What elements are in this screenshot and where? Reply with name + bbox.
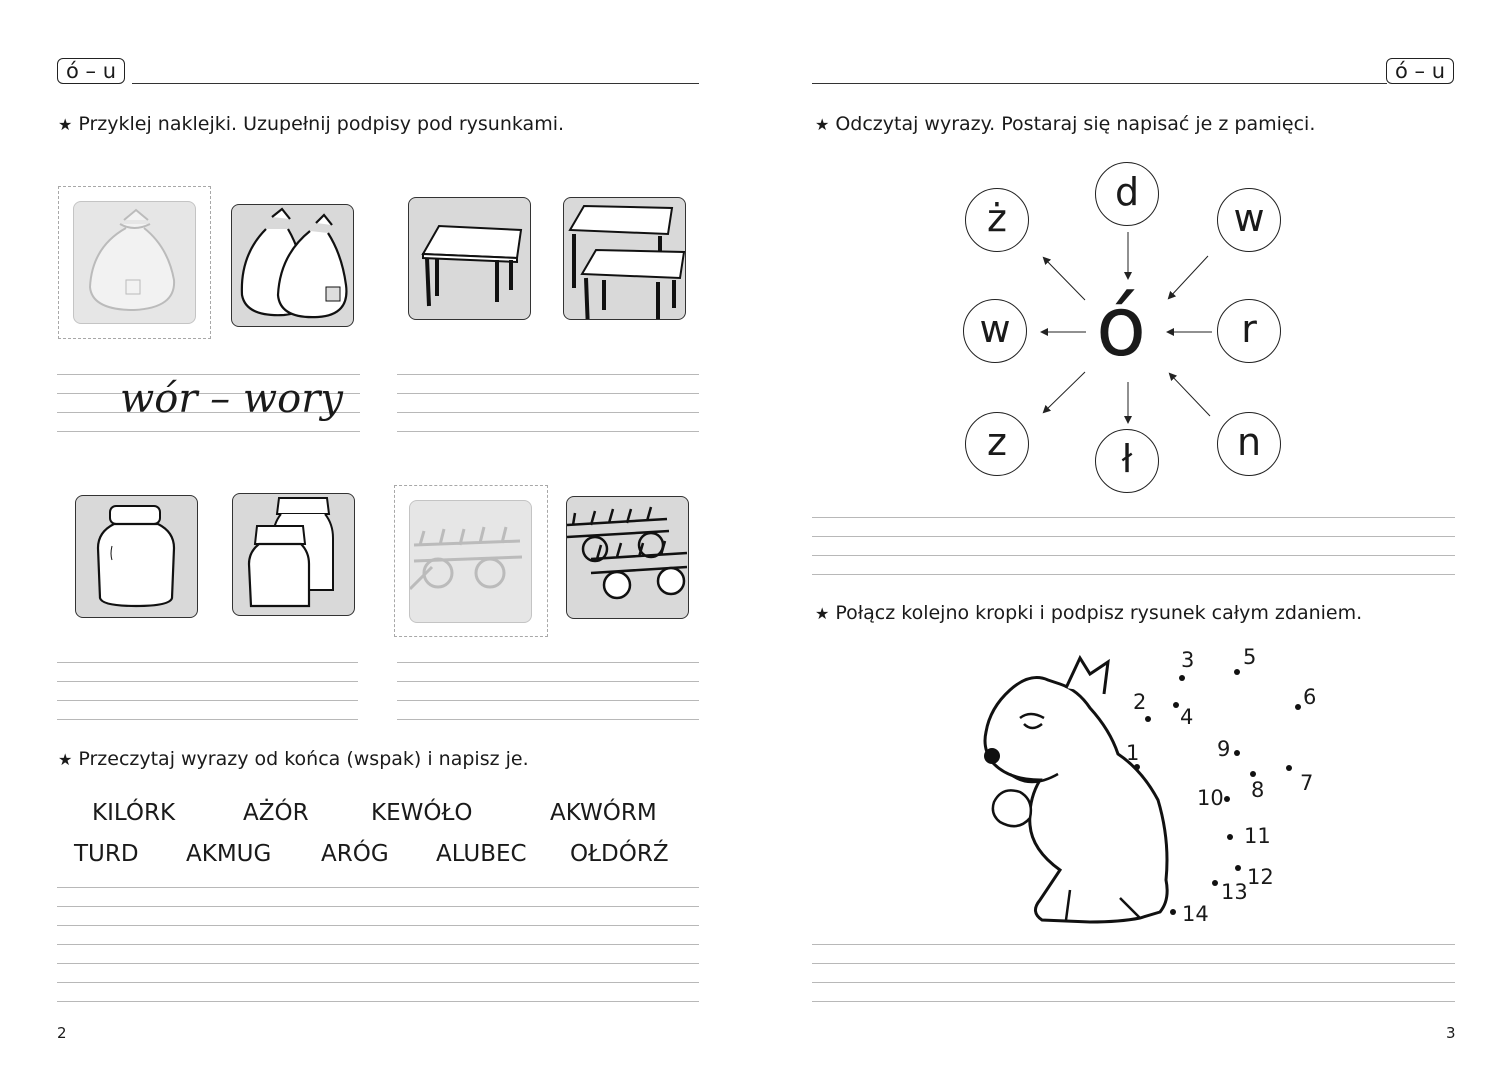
section-tag-left: ó – u [57,58,125,84]
writing-line[interactable] [397,719,699,720]
star-icon: ★ [58,115,73,134]
reversed-word: ARÓG [321,841,389,867]
page-number-right: 3 [1446,1024,1456,1042]
dot-number: 8 [1251,778,1265,802]
example-caption: wór – wory [120,376,343,422]
writing-line[interactable] [397,681,699,682]
writing-line[interactable] [57,700,358,701]
sacks-icon [232,205,353,326]
dot-number: 9 [1217,737,1231,761]
page-number-left: 2 [57,1024,67,1042]
reversed-word: KEWÓŁO [371,800,473,826]
jars-picture [232,493,355,616]
writing-line[interactable] [812,1001,1455,1002]
header-rule-left [132,83,699,84]
letter-circle-l-stroke: ł [1095,429,1159,493]
writing-line[interactable] [57,982,699,983]
dot-number: 2 [1133,690,1147,714]
cart-icon [410,501,531,622]
writing-line[interactable] [57,906,699,907]
reversed-word: TURD [74,841,139,867]
instruction-read-words: ★ Odczytaj wyrazy. Postaraj się napisać je z pamięci. [815,113,1316,135]
reversed-word: AŻÓR [243,800,309,826]
jar-picture [75,495,198,618]
dot-number: 1 [1126,741,1140,765]
dot-number: 13 [1221,880,1248,904]
writing-line[interactable] [397,700,699,701]
dot-number: 5 [1243,645,1257,669]
writing-line[interactable] [57,1001,699,1002]
writing-line[interactable] [57,681,358,682]
writing-line[interactable] [397,393,699,394]
header-rule-right [812,83,1387,84]
writing-line[interactable] [397,374,699,375]
writing-line [57,431,360,432]
jars-icon [233,494,354,615]
instruction-reverse-words: ★ Przeczytaj wyrazy od końca (wspak) i napisz je. [58,748,529,770]
star-icon: ★ [815,604,830,623]
dot-number: 12 [1247,865,1274,889]
center-letter-o-acute: ó [1096,280,1147,375]
table-picture [408,197,531,320]
dot-number: 7 [1300,771,1314,795]
sacks-picture [231,204,354,327]
dot-number: 3 [1181,648,1195,672]
writing-line[interactable] [57,719,358,720]
writing-line[interactable] [57,963,699,964]
writing-line[interactable] [812,555,1455,556]
writing-line[interactable] [812,574,1455,575]
carts-icon [567,497,688,618]
writing-line[interactable] [812,536,1455,537]
writing-line[interactable] [57,662,358,663]
letter-circle-d: d [1095,162,1159,226]
instruction-connect-dots: ★ Połącz kolejno kropki i podpisz rysunek całym zdaniem. [815,602,1363,624]
reversed-word: KILÓRK [92,800,176,826]
carts-picture [566,496,689,619]
writing-line [57,374,360,375]
dot-number: 14 [1182,902,1209,926]
instruction-stickers: ★ Przyklej naklejki. Uzupełnij podpisy pod rysunkami. [58,113,565,135]
sack-picture [73,201,196,324]
writing-line[interactable] [397,412,699,413]
table-icon [409,198,530,319]
sack-icon [74,202,195,323]
writing-line[interactable] [57,887,699,888]
reversed-word: AKWÓRM [550,800,657,826]
jar-icon [76,496,197,617]
reversed-word: ALUBEC [436,841,527,867]
star-icon: ★ [58,750,73,769]
writing-line[interactable] [812,963,1455,964]
reversed-word: OŁDÓRŹ [570,841,669,867]
letter-circle-w-left: w [963,299,1027,363]
dot-number: 11 [1244,824,1271,848]
tables-picture [563,197,686,320]
reversed-word: AKMUG [186,841,272,867]
writing-line[interactable] [397,431,699,432]
dot-number: 10 [1197,786,1224,810]
section-tag-right: ó – u [1386,58,1454,84]
cart-picture [409,500,532,623]
writing-line[interactable] [57,944,699,945]
tables-icon [564,198,685,319]
star-icon: ★ [815,115,830,134]
dot-number: 4 [1180,705,1194,729]
dot-number: 6 [1303,685,1317,709]
writing-line[interactable] [812,982,1455,983]
writing-line[interactable] [397,662,699,663]
writing-line[interactable] [812,517,1455,518]
letter-circle-n: n [1217,412,1281,476]
letter-circle-w-right: w [1217,188,1281,252]
letter-circle-r: r [1217,299,1281,363]
writing-line[interactable] [812,944,1455,945]
writing-line[interactable] [57,925,699,926]
letter-circle-z: z [965,412,1029,476]
letter-circle-z-dot: ż [965,188,1029,252]
